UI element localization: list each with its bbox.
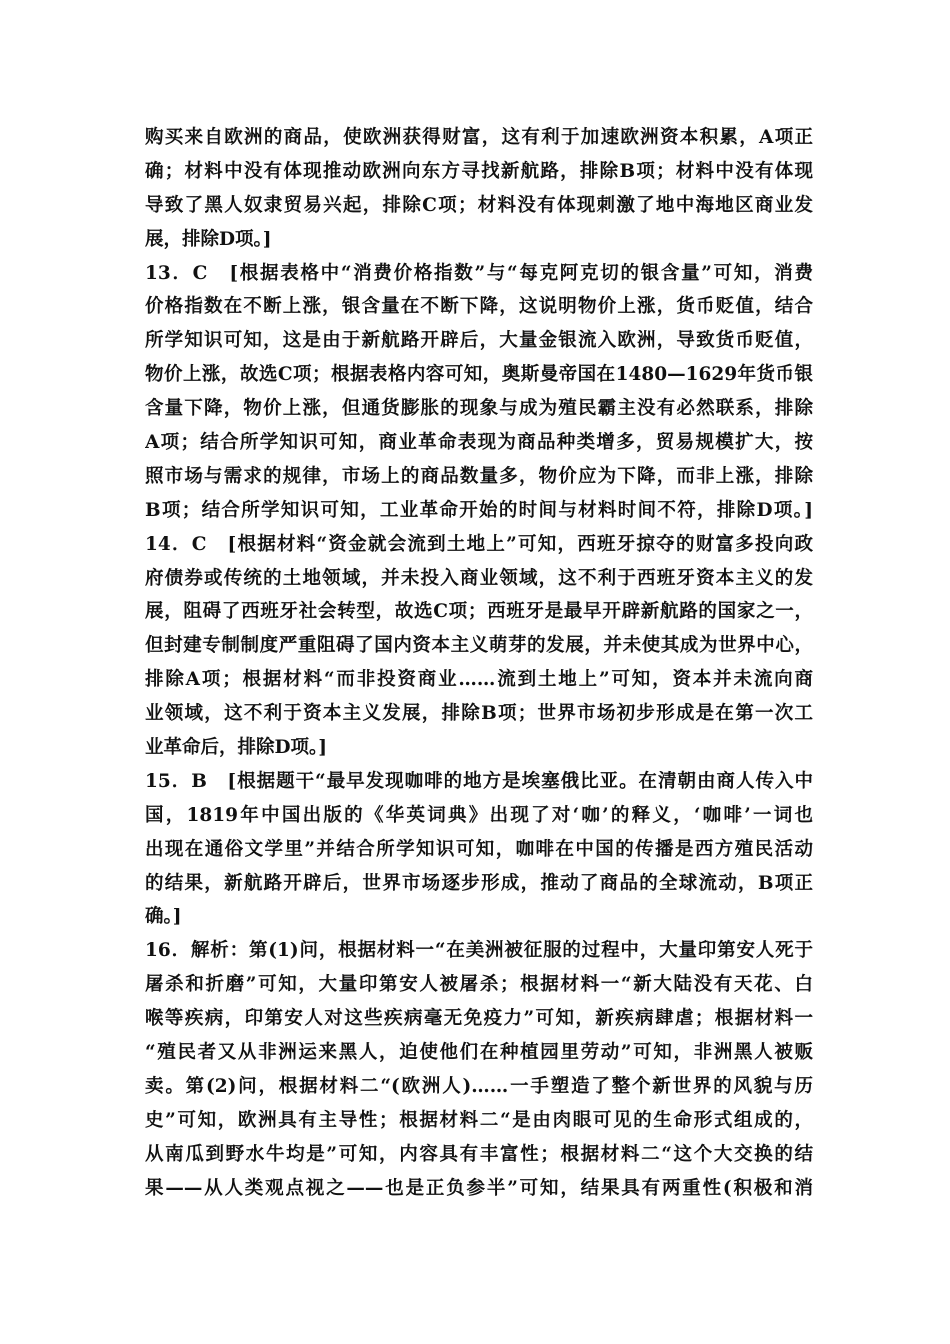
- text-line: A项；结合所学知识可知，商业革命表现为商品种类增多，贸易规模扩大，按: [145, 432, 813, 454]
- text-line: 出现在通俗文学里”并结合所学知识可知，咖啡在中国的传播是西方殖民活动: [145, 838, 813, 860]
- text-line: 15．B [根据题干“最早发现咖啡的地方是埃塞俄比亚。在清朝由商人传入中: [145, 770, 813, 792]
- text-line: 购买来自欧洲的商品，使欧洲获得财富，这有利于加速欧洲资本积累，A项正: [145, 127, 813, 148]
- text-line: 府债券或传统的土地领域，并未投入商业领域，这不利于西班牙资本主义的发: [145, 567, 813, 589]
- text-line: 但封建专制制度严重阻碍了国内资本主义萌芽的发展，并未使其成为世界中心，: [145, 635, 813, 657]
- text-line: 的结果，新航路开辟后，世界市场逐步形成，推动了商品的全球流动，B项正: [145, 872, 813, 894]
- text-line: B项；结合所学知识可知，工业革命开始的时间与材料时间不符，排除D项。]: [145, 499, 813, 521]
- text-line: 果——从人类观点视之——也是正负参半”可知，结果具有两重性(积极和消: [145, 1177, 813, 1199]
- text-line: 屠杀和折磨”可知，大量印第安人被屠杀；根据材料一“新大陆没有天花、白: [145, 974, 813, 996]
- answer-explanations: [145, 121, 813, 1206]
- text-line: 确；材料中没有体现推动欧洲向东方寻找新航路，排除B项；材料中没有体现: [145, 160, 813, 182]
- text-line: “殖民者又从非洲运来黑人，迫使他们在种植园里劳动”可知，非洲黑人被贩: [145, 1042, 813, 1064]
- text-line: 导致了黑人奴隶贸易兴起，排除C项；材料没有体现刺激了地中海地区商业发: [145, 194, 813, 216]
- text-line: 所学知识可知，这是由于新航路开辟后，大量金银流入欧洲，导致货币贬值，: [145, 330, 813, 352]
- text-line: 16．解析：第(1)问，根据材料一“在美洲被征服的过程中，大量印第安人死于: [145, 940, 813, 962]
- text-line: 从南瓜到野水牛均是”可知，内容具有丰富性；根据材料二“这个大交换的结: [145, 1143, 813, 1165]
- text-line: 确。]: [145, 906, 182, 928]
- text-line: 史”可知，欧洲具有主导性；根据材料二“是由肉眼可见的生命形式组成的，: [145, 1109, 813, 1131]
- text-line: 业革命后，排除D项。]: [145, 737, 328, 759]
- text-line: 14．C [根据材料“资金就会流到土地上”可知，西班牙掠夺的财富多投向政: [145, 533, 813, 555]
- text-line: 含量下降，物价上涨，但通货膨胀的现象与成为殖民霸主没有必然联系，排除: [145, 398, 813, 420]
- text-line: 卖。第(2)问，根据材料二“(欧洲人)……一手塑造了整个新世界的风貌与历: [145, 1075, 813, 1097]
- text-line: 国，1819年中国出版的《华英词典》出现了对‘咖’的释义，‘咖啡’一词也: [145, 804, 813, 826]
- text-line: 物价上涨，故选C项；根据表格内容可知，奥斯曼帝国在1480—1629年货币银: [145, 364, 813, 386]
- text-line: 展，阻碍了西班牙社会转型，故选C项；西班牙是最早开辟新航路的国家之一，: [145, 601, 813, 623]
- text-line: 13．C [根据表格中“消费价格指数”与“每克阿克切的银含量”可知，消费: [145, 262, 813, 284]
- text-line: 照市场与需求的规律，市场上的商品数量多，物价应为下降，而非上涨，排除: [145, 465, 813, 487]
- text-line: 喉等疾病，印第安人对这些疾病毫无免疫力”可知，新疾病肆虐；根据材料一: [145, 1008, 813, 1030]
- text-line: 业领域，这不利于资本主义发展，排除B项；世界市场初步形成是在第一次工: [145, 703, 813, 725]
- text-line: 展，排除D项。]: [145, 228, 272, 250]
- text-line: 价格指数在不断上涨，银含量在不断下降，这说明物价上涨，货币贬值，结合: [145, 296, 813, 318]
- text-line: 排除A项；根据材料“而非投资商业……流到土地上”可知，资本并未流向商: [145, 669, 813, 691]
